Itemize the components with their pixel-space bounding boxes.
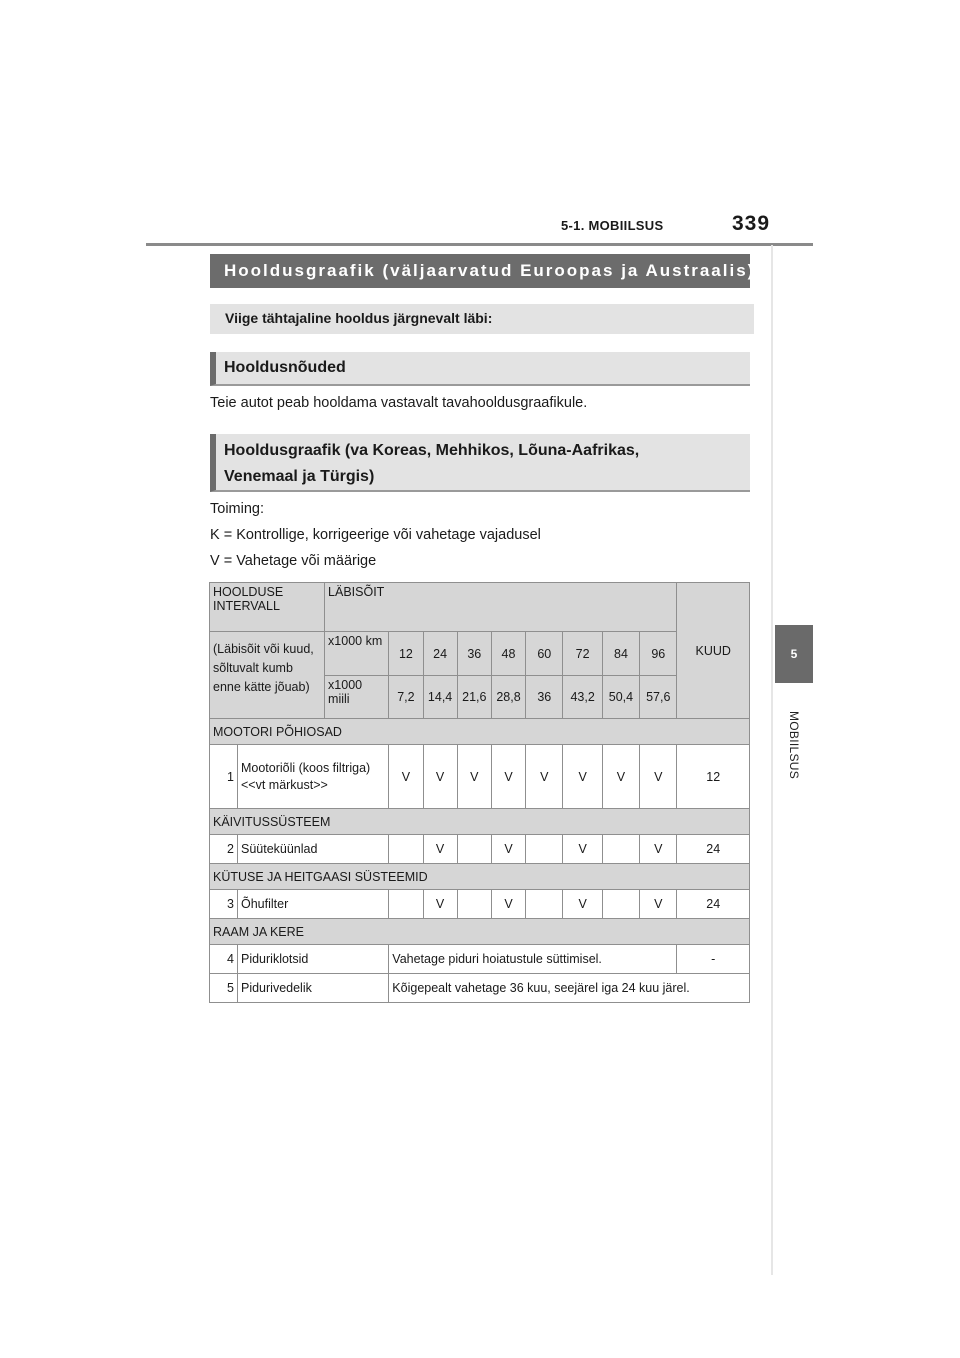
interval-note: (Läbisõit või kuud, sõltuvalt kumb enne kätte jõuab) [210,632,325,719]
mile-value: 43,2 [563,676,602,719]
km-value: 24 [423,632,457,676]
item-name: Piduriklotsid [237,945,388,974]
mark: V [563,835,602,864]
maintenance-schedule-table [209,582,750,1003]
months-value: 24 [677,890,750,919]
mark [457,835,491,864]
km-value: 12 [389,632,423,676]
mark [457,890,491,919]
mark: V [491,890,525,919]
action-label: Toiming: [210,501,264,517]
requirements-text: Teie autot peab hooldama vastavalt tavahooldusgraafikule. [210,395,588,411]
km-value: 60 [526,632,563,676]
mark: V [563,745,602,809]
km-value: 84 [602,632,639,676]
mile-value: 50,4 [602,676,639,719]
item-name: Mootoriõli (koos filtriga) <<vt märkust>> [237,745,388,809]
months-value: 12 [677,745,750,809]
row-number: 2 [210,835,238,864]
legend-k: K = Kontrollige, korrigeerige või vahetage vajadusel [210,527,541,543]
km-value: 72 [563,632,602,676]
row-number: 5 [210,974,238,1003]
mile-value: 14,4 [423,676,457,719]
schedule-heading [210,434,750,492]
mile-unit: x1000 miili [325,676,389,719]
mark [602,835,639,864]
category-ignition: KÄIVITUSSÜSTEEM [210,809,750,835]
row-number: 4 [210,945,238,974]
section-title: Hooldusgraafik (väljaarvatud Euroopas ja Austraalis) [210,254,750,288]
schedule-heading-line2: Venemaal ja Türgis) [224,468,375,485]
interval-header: HOOLDUSE INTERVALL [210,583,325,632]
item-name: Õhufilter [237,890,388,919]
mark: V [491,745,525,809]
months-header: KUUD [677,583,750,719]
chapter-tab[interactable]: 5 [775,625,813,683]
item-note: Kõigepealt vahetage 36 kuu, seejärel iga 24 kuu järel. [389,974,750,1003]
category-fuel-exhaust: KÜTUSE JA HEITGAASI SÜSTEEMID [210,864,750,890]
mile-value: 57,6 [640,676,677,719]
chapter-tab-label: MOBIILSUS [787,710,801,780]
mark [526,835,563,864]
mile-value: 21,6 [457,676,491,719]
row-number: 1 [210,745,238,809]
mile-value: 7,2 [389,676,423,719]
km-unit: x1000 km [325,632,389,676]
intro-bar: Viige tähtajaline hooldus järgnevalt läbi: [210,304,754,334]
mile-value: 36 [526,676,563,719]
side-margin-rule [771,245,773,1275]
header-rule [146,243,813,246]
requirements-heading: Hooldusnõuded [210,352,750,386]
km-value: 96 [640,632,677,676]
mark: V [640,890,677,919]
mark: V [526,745,563,809]
months-value: - [677,945,750,974]
running-header-section: 5-1. MOBIILSUS [561,218,664,233]
mark: V [389,745,423,809]
mile-value: 28,8 [491,676,525,719]
months-value: 24 [677,835,750,864]
category-chassis-body: RAAM JA KERE [210,919,750,945]
mark: V [640,835,677,864]
row-number: 3 [210,890,238,919]
mark: V [423,890,457,919]
category-engine: MOOTORI PÕHIOSAD [210,719,750,745]
mark: V [602,745,639,809]
mark: V [423,745,457,809]
mark [602,890,639,919]
mark: V [563,890,602,919]
mark: V [423,835,457,864]
mark [526,890,563,919]
page-number: 339 [732,212,771,235]
item-name: Süüteküünlad [237,835,388,864]
item-note: Vahetage piduri hoiatustule süttimisel. [389,945,677,974]
mark: V [457,745,491,809]
mark [389,835,423,864]
mark: V [491,835,525,864]
mileage-header: LÄBISÕIT [325,583,677,632]
km-value: 36 [457,632,491,676]
item-name: Pidurivedelik [237,974,388,1003]
schedule-heading-line1: Hooldusgraafik (va Koreas, Mehhikos, Lõuna-Aafrikas, [224,442,640,459]
mark [389,890,423,919]
legend-v: V = Vahetage või määrige [210,553,377,569]
km-value: 48 [491,632,525,676]
mark: V [640,745,677,809]
